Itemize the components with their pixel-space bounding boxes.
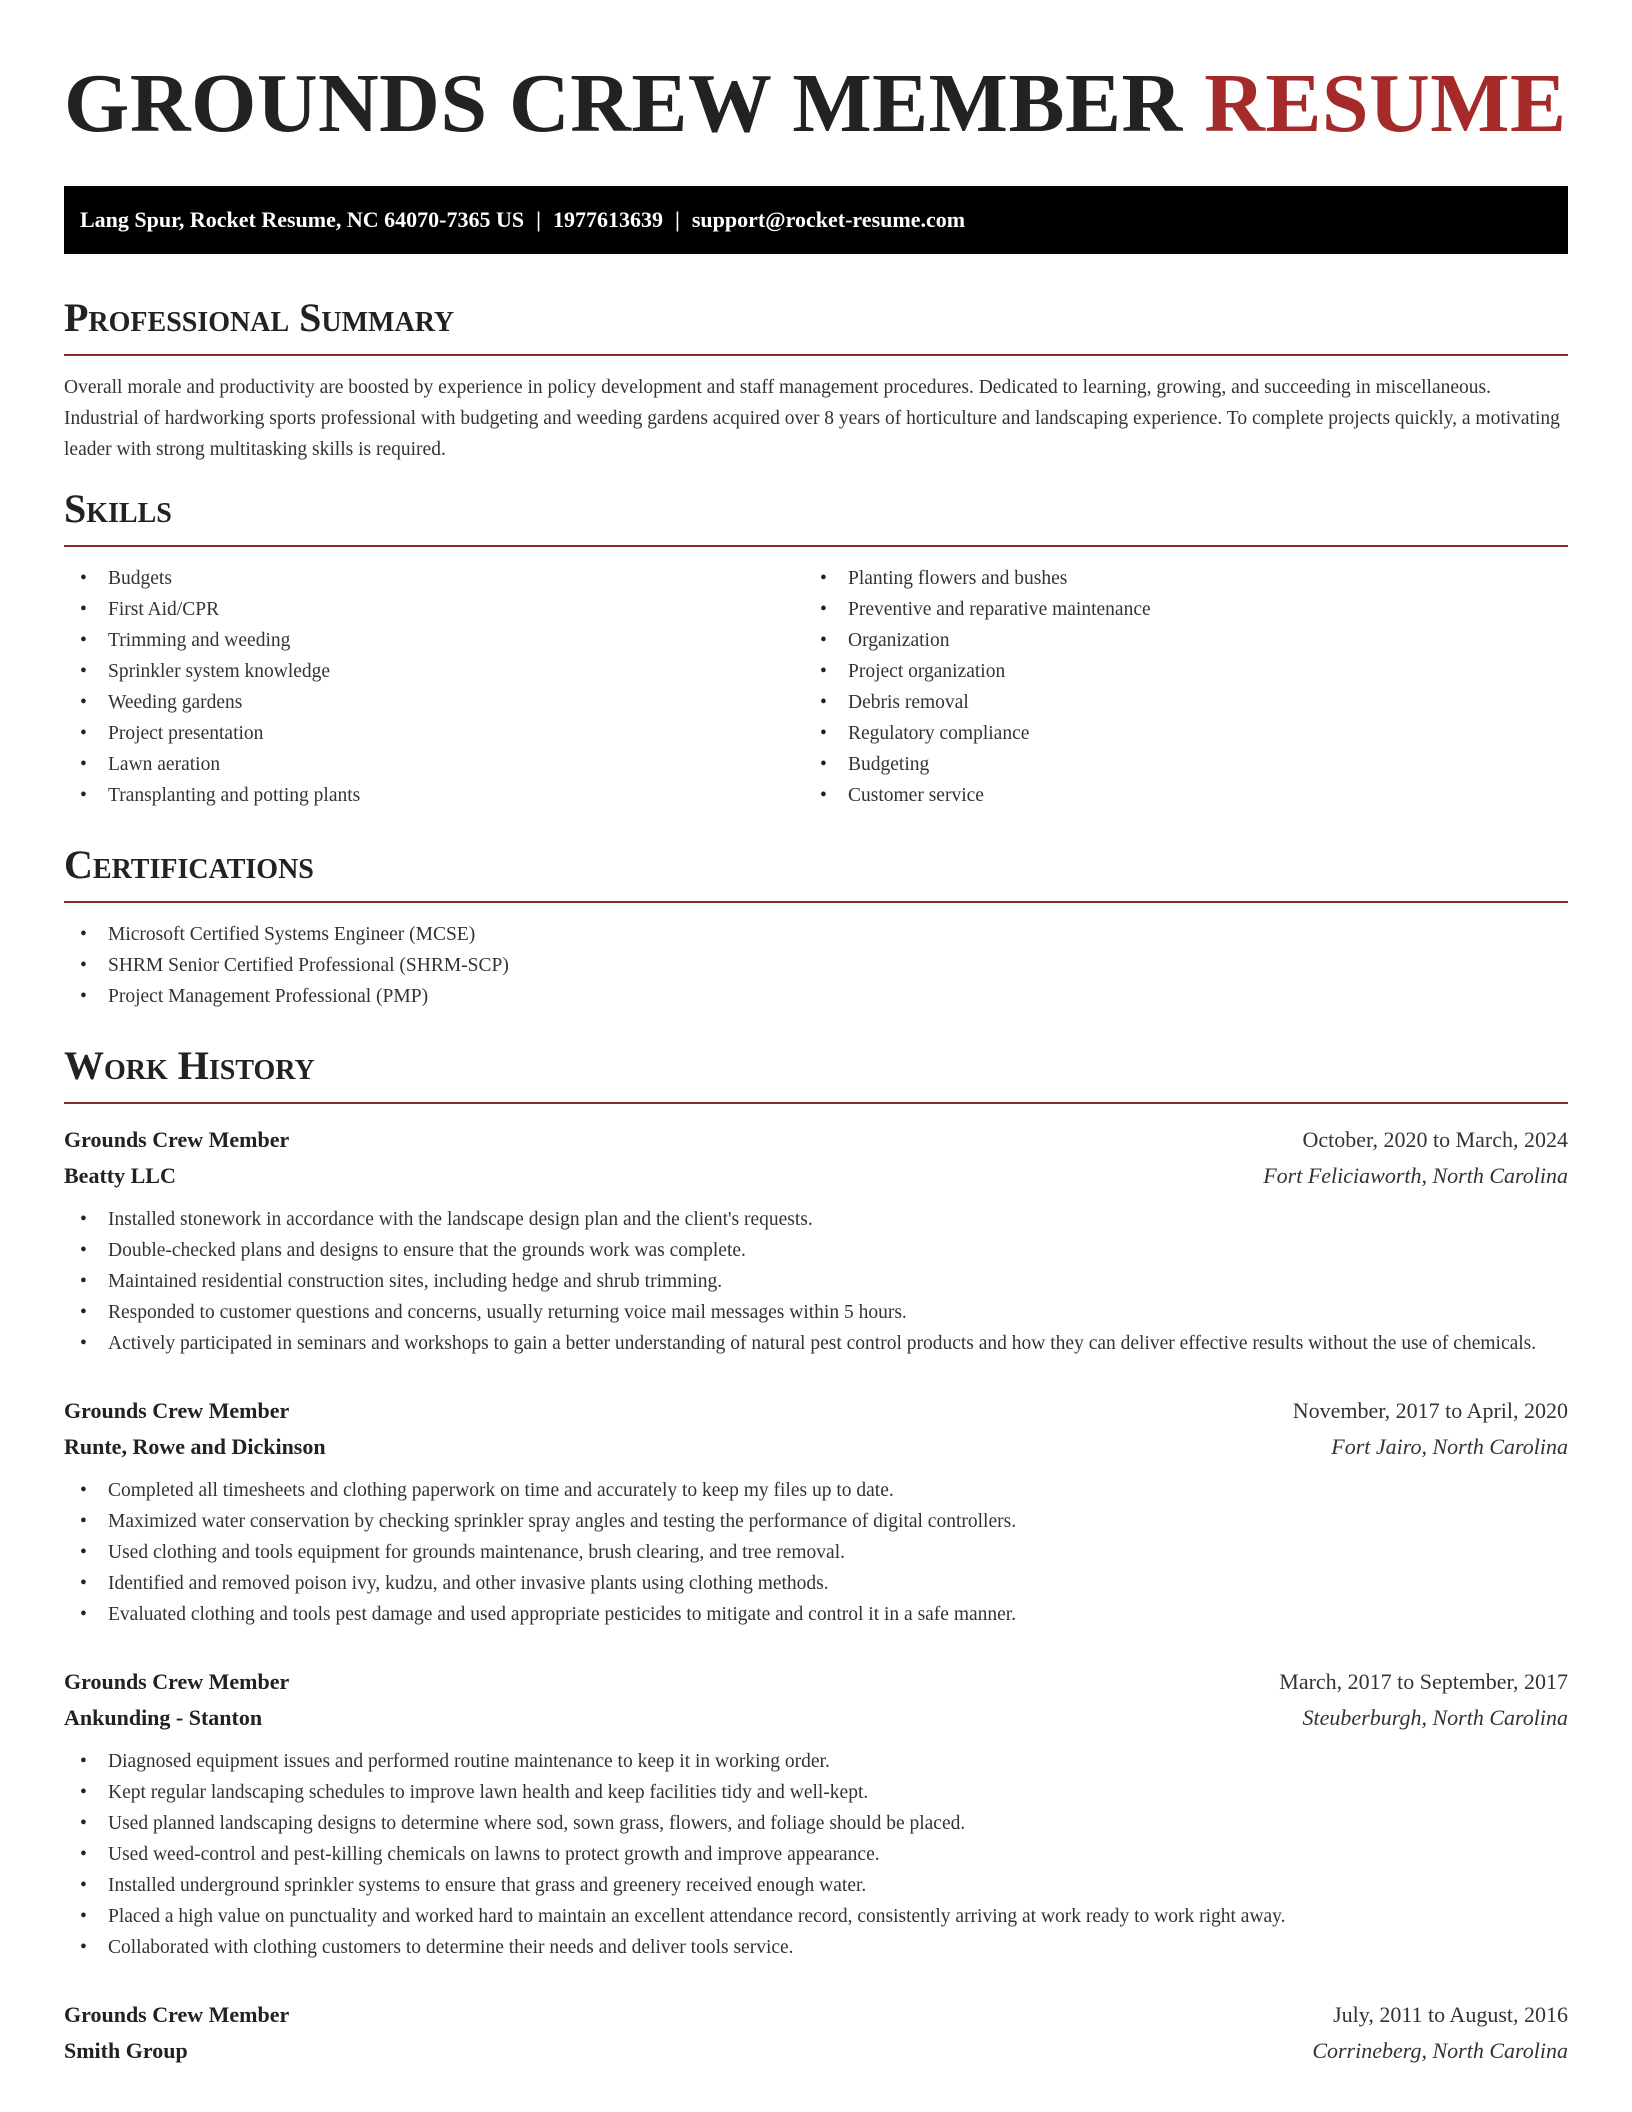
skill-item: • Lawn aeration [64,749,804,780]
work-history-section [64,1042,1568,2069]
skill-item: • Weeding gardens [64,687,804,718]
job-bullet: • Identified and removed poison ivy, kudzu, and other invasive plants using clothing methods. [64,1568,1568,1599]
job-bullets [64,1746,1568,1963]
job-dates: November, 2017 to April, 2020 [1292,1398,1568,1423]
job-location: Corrineberg, North Carolina [1312,2038,1568,2063]
contact-separator: | [674,207,680,232]
contact-bar [64,186,1568,254]
job-header [64,1997,1568,2033]
skill-item: • Transplanting and potting plants [64,780,804,811]
skill-item: • Organization [804,625,1544,656]
job-bullet: • Placed a high value on punctuality and worked hard to maintain an excellent attendance record, consistently arriving at work ready to work right away. [64,1901,1568,1932]
skill-item: • Project organization [804,656,1544,687]
certification-item: • Project Management Professional (PMP) [64,981,1568,1012]
skill-item: • Customer service [804,780,1544,811]
job-entry [64,1664,1568,1963]
skills-columns [64,563,1568,811]
certifications-list [64,919,1568,1012]
job-bullet: • Responded to customer questions and concerns, usually returning voice mail messages within 5 hours. [64,1297,1568,1328]
job-company: Runte, Rowe and Dickinson [64,1434,326,1459]
section-divider [64,1102,1568,1104]
title-main: GROUNDS CREW MEMBER [64,57,1183,150]
job-bullet: • Used weed-control and pest-killing chemicals on lawns to protect growth and improve appearance. [64,1839,1568,1870]
job-entry [64,1997,1568,2069]
skill-item: • Budgets [64,563,804,594]
section-heading: Work History [64,1043,315,1088]
certifications-section [64,841,1568,1012]
job-company: Smith Group [64,2038,188,2063]
job-bullet: • Diagnosed equipment issues and performed routine maintenance to keep it in working order. [64,1746,1568,1777]
job-bullet: • Maintained residential construction sites, including hedge and shrub trimming. [64,1266,1568,1297]
skill-item: • Preventive and reparative maintenance [804,594,1544,625]
job-location: Fort Jairo, North Carolina [1331,1434,1568,1459]
resume-page [64,0,1568,2069]
job-entry [64,1122,1568,1359]
job-dates: October, 2020 to March, 2024 [1302,1127,1568,1152]
job-role: Grounds Crew Member [64,1398,290,1423]
skill-item: • Debris removal [804,687,1544,718]
job-subheader [64,1429,1568,1465]
job-bullet: • Double-checked plans and designs to ensure that the grounds work was complete. [64,1235,1568,1266]
job-bullet: • Actively participated in seminars and workshops to gain a better understanding of natural pest control products and how they can deliver effective results without the use of chemicals. [64,1328,1568,1359]
job-header [64,1393,1568,1429]
job-bullet: • Installed underground sprinkler systems to ensure that grass and greenery received enough water. [64,1870,1568,1901]
job-bullet: • Installed stonework in accordance with the landscape design plan and the client's requests. [64,1204,1568,1235]
contact-phone: 1977613639 [552,207,663,232]
job-bullet: • Evaluated clothing and tools pest damage and used appropriate pesticides to mitigate and control it in a safe manner. [64,1599,1568,1630]
title-accent: RESUME [1204,57,1567,150]
job-bullet: • Maximized water conservation by checking sprinkler spray angles and testing the performance of digital controllers. [64,1506,1568,1537]
job-role: Grounds Crew Member [64,1669,290,1694]
contact-email[interactable]: support@rocket-resume.com [691,207,966,232]
job-role: Grounds Crew Member [64,2002,290,2027]
job-location: Fort Feliciaworth, North Carolina [1263,1163,1568,1188]
job-bullets [64,1204,1568,1359]
contact-address: Lang Spur, Rocket Resume, NC 64070-7365 US [80,207,525,232]
job-header [64,1122,1568,1158]
summary-section [64,294,1568,465]
skill-item: • Regulatory compliance [804,718,1544,749]
section-divider [64,901,1568,903]
job-subheader [64,2033,1568,2069]
job-company: Beatty LLC [64,1163,176,1188]
section-heading: Certifications [64,842,314,887]
skill-item: • Sprinkler system knowledge [64,656,804,687]
job-subheader [64,1158,1568,1194]
job-dates: March, 2017 to September, 2017 [1279,1669,1568,1694]
summary-text: Overall morale and productivity are boosted by experience in policy development and staff management procedures. Dedicated to learning, growing, and succeeding in miscellaneous. Industrial of hardworking sports professional with budgeting and weeding gardens acquired over 8 years of horticulture and landscaping experience. To complete projects quickly, a motivating leader with strong multitasking skills is required. [64,377,1560,460]
certification-item: • Microsoft Certified Systems Engineer (MCSE) [64,919,1568,950]
job-entry [64,1393,1568,1630]
certification-item: • SHRM Senior Certified Professional (SHRM-SCP) [64,950,1568,981]
job-dates: July, 2011 to August, 2016 [1333,2002,1568,2027]
resume-title [64,56,1568,152]
job-bullet: • Kept regular landscaping schedules to improve lawn health and keep facilities tidy and well-kept. [64,1777,1568,1808]
skills-list-right [804,563,1544,811]
skill-item: • Project presentation [64,718,804,749]
contact-separator: | [536,207,541,232]
skills-list-left [64,563,804,811]
job-bullet: • Collaborated with clothing customers to determine their needs and deliver tools service. [64,1932,1568,1963]
job-role: Grounds Crew Member [64,1127,290,1152]
section-heading: Professional Summary [64,295,455,340]
section-heading: Skills [64,486,172,531]
job-bullets [64,1475,1568,1630]
job-subheader [64,1700,1568,1736]
skill-item: • Planting flowers and bushes [804,563,1544,594]
job-bullet: • Used planned landscaping designs to determine where sod, sown grass, flowers, and foliage should be placed. [64,1808,1568,1839]
job-company: Ankunding - Stanton [64,1705,263,1730]
job-bullet: • Used clothing and tools equipment for grounds maintenance, brush clearing, and tree removal. [64,1537,1568,1568]
skills-section [64,485,1568,811]
skill-item: • Budgeting [804,749,1544,780]
skill-item: • First Aid/CPR [64,594,804,625]
job-location: Steuberburgh, North Carolina [1302,1705,1568,1730]
section-divider [64,354,1568,356]
job-header [64,1664,1568,1700]
section-divider [64,545,1568,547]
skill-item: • Trimming and weeding [64,625,804,656]
job-bullet: • Completed all timesheets and clothing paperwork on time and accurately to keep my files up to date. [64,1475,1568,1506]
